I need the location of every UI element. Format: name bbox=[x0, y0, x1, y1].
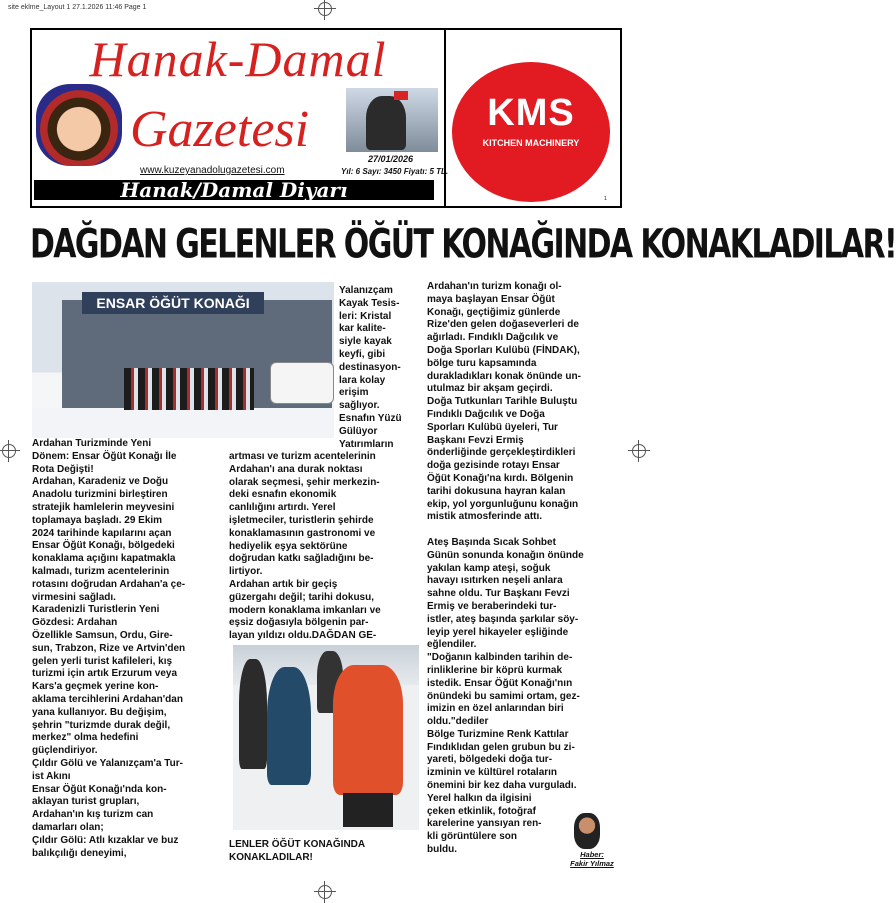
text-line: Konağı, geçtiğimiz günlerde bbox=[427, 306, 561, 318]
text-line: Yerel halkın da ilgisini bbox=[427, 792, 532, 804]
snow-ground bbox=[32, 408, 334, 438]
text-line: Anadolu turizmini birleştiren bbox=[32, 489, 168, 501]
text-line: Yalanızçam bbox=[339, 285, 393, 296]
text-line: önderliğinde gerçekleştirdikleri bbox=[427, 447, 576, 459]
text-line: yana kullanıyor. Bu değişim, bbox=[32, 706, 167, 718]
text-line: damarları olan; bbox=[32, 821, 104, 833]
text-line: Ermiş ve beraberindeki tur- bbox=[427, 600, 557, 612]
text-line: kar kalite- bbox=[339, 323, 386, 335]
text-line: yareti, bölgedeki doğa tur- bbox=[427, 754, 553, 766]
flag-icon bbox=[394, 91, 408, 100]
text-line: Bölge Turizmine Renk Kattılar bbox=[427, 728, 569, 740]
text-line: erişim bbox=[339, 387, 369, 399]
text-line: keyfi, gibi bbox=[339, 348, 386, 360]
text-line: canlılığını artırdı. Yerel bbox=[229, 502, 336, 514]
text-line: ekip, yol yorgunluğunu konağın bbox=[427, 498, 579, 510]
text-line: mistik atmosferinde attı. bbox=[427, 511, 543, 523]
text-line: KONAKLADILAR! bbox=[229, 851, 313, 863]
building-sign: ENSAR ÖĞÜT KONAĞI bbox=[82, 292, 264, 314]
text-line: kalmadı, turizm acentelerinin bbox=[32, 565, 170, 577]
text-line: Karadenizli Turistlerin Yeni bbox=[32, 604, 160, 616]
text-line: bölge turu kapsamında bbox=[427, 357, 537, 369]
print-info: site eklme_Layout 1 27.1.2026 11:46 Page 1 bbox=[8, 4, 147, 11]
text-line: Rota Değişti! bbox=[32, 463, 94, 475]
ad-brand: KMS bbox=[487, 92, 575, 134]
van bbox=[270, 362, 334, 404]
text-line: güzergahı değil; tarihi dokusu, bbox=[229, 591, 375, 603]
man-hiker-legs bbox=[343, 793, 393, 827]
text-line: güçlendiriyor. bbox=[32, 745, 98, 757]
registration-mark-icon bbox=[2, 444, 16, 458]
text-line: tarihi dokusuna hayran kalan bbox=[427, 485, 566, 497]
article-column-2 bbox=[229, 451, 381, 643]
group-of-people bbox=[124, 368, 254, 410]
text-line: Ensar Öğüt Konağı, bölgedeki bbox=[32, 540, 175, 552]
text-line: lara kolay bbox=[339, 374, 386, 386]
text-line: utulmaz bir akşam geçirdi. bbox=[427, 383, 553, 395]
text-line: Özellikle Samsun, Ordu, Gire- bbox=[32, 629, 173, 641]
article-column-1 bbox=[32, 438, 185, 860]
text-line: layan yıldızı oldu.DAĞDAN GE- bbox=[229, 630, 377, 642]
text-line: Başkanı Fevzi Ermiş bbox=[427, 434, 524, 446]
subtitle-banner: Hanak/Damal Diyarı bbox=[34, 180, 434, 200]
text-line: istedik. Ensar Öğüt Konağı'nın bbox=[427, 677, 573, 689]
text-line: doğrudan katkı sağladığını be- bbox=[229, 553, 374, 565]
woman-hiker-2 bbox=[267, 667, 311, 785]
text-line: Doğa Sporları Kulübü (FİNDAK), bbox=[427, 344, 580, 356]
text-line: konaklamasının gastronomi ve bbox=[229, 527, 376, 539]
text-line: Fındıklı Dağcılık ve Doğa bbox=[427, 408, 545, 420]
text-line: Dönem: Ensar Öğüt Konağı İle bbox=[32, 450, 177, 462]
issue-date: 27/01/2026 bbox=[368, 154, 414, 164]
text-line: sahne oldu. Tur Başkanı Fevzi bbox=[427, 588, 570, 600]
text-line bbox=[427, 524, 584, 537]
ad-tagline: KITCHEN MACHINERY bbox=[482, 138, 580, 148]
newspaper-title-line1: Hanak-Damal bbox=[89, 31, 387, 87]
statue-figure bbox=[366, 96, 406, 150]
newspaper-title-line2: Gazetesi bbox=[130, 101, 310, 158]
text-line: modern konaklama imkanları ve bbox=[229, 604, 381, 616]
text-line: eşsiz doğasıyla bölgenin par- bbox=[229, 617, 369, 629]
article-column-3 bbox=[427, 281, 584, 857]
text-line: 2024 tarihinde kapılarını açan bbox=[32, 527, 172, 539]
text-line: "Doğanın kalbinden tarihin de- bbox=[427, 652, 573, 664]
byline-name: Fakir Yılmaz bbox=[570, 859, 614, 868]
text-line: Günün sonunda konağın önünde bbox=[427, 549, 584, 561]
text-line: Ateş Başında Sıcak Sohbet bbox=[427, 536, 556, 548]
woman-hiker-1 bbox=[239, 659, 267, 769]
text-line: Çıldır Gölü: Atlı kızaklar ve buz bbox=[32, 834, 179, 846]
text-line: önemini bir kez daha vurguladı. bbox=[427, 780, 577, 792]
byline bbox=[560, 850, 624, 868]
text-line: işletmeciler, turistlerin şehirde bbox=[229, 514, 374, 526]
text-line: istler, ateş başında şarkılar söy- bbox=[427, 613, 579, 625]
headline: DAĞDAN GELENLER ÖĞÜT KONAĞINDA KONAKLADILAR! bbox=[30, 221, 896, 269]
text-line: Ardahan Turizminde Yeni bbox=[32, 438, 152, 449]
text-line: Doğa Tutkunları Tarihle Buluştu bbox=[427, 396, 578, 408]
text-line: merkez" olma hedefini bbox=[32, 732, 139, 744]
text-line: ağırladı. Fındıklı Dağcılık ve bbox=[427, 332, 559, 344]
text-line: Ardahan'ı ana durak noktası bbox=[229, 463, 363, 475]
website-link[interactable]: www.kuzeyanadolugazetesi.com bbox=[140, 165, 285, 176]
text-line: konaklama açığını kapatmakla bbox=[32, 553, 176, 565]
byline-label: Haber: bbox=[580, 850, 604, 859]
registration-mark-icon bbox=[318, 2, 332, 16]
text-line: maya başlayan Ensar Öğüt bbox=[427, 293, 555, 305]
text-line: Ardahan'ın kış turizm can bbox=[32, 809, 154, 821]
konak-building-photo bbox=[32, 282, 334, 438]
text-line: artması ve turizm acentelerinin bbox=[229, 451, 376, 462]
text-line: rotasını doğrudan Ardahan'a çe- bbox=[32, 578, 186, 590]
text-line: izminin ve kültürel rotaların bbox=[427, 767, 558, 779]
text-line: Rize'den gelen doğaseverleri de bbox=[427, 319, 579, 331]
text-line: Yatırımların bbox=[339, 438, 394, 450]
text-line: yakılan kamp ateşi, soğuk bbox=[427, 562, 551, 574]
text-line: Sporları Kulübü üyeleri, Tur bbox=[427, 421, 558, 433]
text-line: destinasyon- bbox=[339, 361, 401, 373]
text-line: eğlendiler. bbox=[427, 639, 477, 651]
text-line: Kayak Tesis- bbox=[339, 297, 400, 309]
reporter-avatar bbox=[574, 813, 600, 849]
registration-mark-icon bbox=[318, 885, 332, 899]
text-line: toplamaya başladı. 29 Ekim bbox=[32, 514, 163, 526]
article-column-2-tail bbox=[229, 839, 365, 865]
text-line: gelen yerli turist kafileleri, kış bbox=[32, 655, 173, 667]
text-line: Ardahan'ın turizm konağı ol- bbox=[427, 281, 562, 292]
text-line: çeken etkinlik, fotoğraf bbox=[427, 805, 536, 817]
text-line: hediyelik eşya sektörüne bbox=[229, 540, 348, 552]
text-line: Ardahan, Karadeniz ve Doğu bbox=[32, 476, 169, 488]
article-column-2-top bbox=[339, 285, 402, 451]
text-line: Fındıklıdan gelen grubun bu zi- bbox=[427, 741, 575, 753]
text-line: Gülüyor bbox=[339, 425, 378, 437]
man-hiker bbox=[333, 665, 403, 795]
text-line: ist Akını bbox=[32, 770, 71, 782]
text-line: sun, Trabzon, Rize ve Artvin'den bbox=[32, 642, 186, 654]
text-line: karelerine yansıyan ren- bbox=[427, 818, 542, 830]
text-line: turizmi için artık Erzurum veya bbox=[32, 668, 178, 680]
text-line: sağlıyor. bbox=[339, 400, 380, 412]
text-line: rinliklerine bir köprü kurmak bbox=[427, 664, 563, 676]
text-line: deki esnafın ekonomik bbox=[229, 489, 337, 501]
text-line: leri: Kristal bbox=[339, 310, 392, 322]
text-line: oldu."dediler bbox=[427, 716, 489, 728]
text-line: siyle kayak bbox=[339, 336, 392, 348]
text-line: aklama tercihlerini Ardahan'dan bbox=[32, 693, 183, 705]
text-line: stratejik hamlelerin meyvesini bbox=[32, 501, 175, 513]
text-line: Ardahan artık bir geçiş bbox=[229, 578, 338, 590]
text-line: kli görüntülere son bbox=[427, 831, 518, 843]
text-line: virmesini sağladı. bbox=[32, 591, 116, 603]
text-line: aklayan turist grupları, bbox=[32, 796, 140, 808]
text-line: Ensar Öğüt Konağı'nda kon- bbox=[32, 783, 167, 795]
text-line: şehrin "turizmde durak değil, bbox=[32, 719, 171, 731]
text-line: Kars'a geçmek yerine kon- bbox=[32, 681, 159, 693]
text-line: Çıldır Gölü ve Yalanızçam'a Tur- bbox=[32, 757, 183, 769]
ad-page-mark: 1 bbox=[604, 196, 607, 202]
text-line: durakladıkları konak önünde un- bbox=[427, 370, 581, 382]
hikers-photo bbox=[233, 645, 419, 830]
text-line: olarak seçmesi, şehir merkezin- bbox=[229, 476, 380, 488]
registration-mark-icon bbox=[632, 444, 646, 458]
text-line: Gözdesi: Ardahan bbox=[32, 617, 118, 629]
text-line: LENLER ÖĞÜT KONAĞINDA bbox=[229, 839, 366, 850]
doll-image bbox=[36, 84, 122, 166]
text-line: havayı ısıtırken neşeli anlara bbox=[427, 575, 563, 587]
text-line: Öğüt Konağı'na kırdı. Bölgenin bbox=[427, 472, 574, 484]
text-line: Esnafın Yüzü bbox=[339, 412, 402, 424]
text-line: önündeki bu samimi ortam, gez- bbox=[427, 690, 580, 702]
text-line: lirtiyor. bbox=[229, 566, 263, 578]
text-line: doğa gezisinde rotayı Ensar bbox=[427, 460, 560, 472]
issue-info: Yıl: 6 Sayı: 3450 Fiyatı: 5 TL. bbox=[341, 167, 449, 176]
text-line: leyip yerel hikayeler eşliğinde bbox=[427, 626, 569, 638]
text-line: imizin en özel anlarından biri bbox=[427, 703, 564, 715]
text-line: buldu. bbox=[427, 844, 457, 856]
text-line: balıkçılığı deneyimi, bbox=[32, 847, 127, 859]
